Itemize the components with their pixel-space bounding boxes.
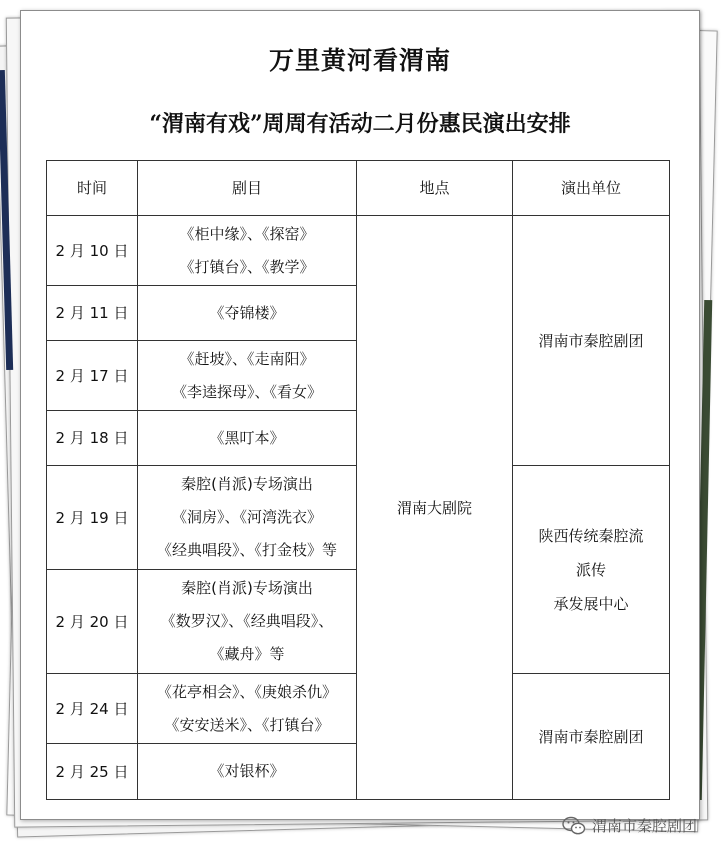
schedule-table [46,160,670,800]
program-cell [138,466,357,570]
performer-cell: 渭南市秦腔剧团 [513,674,670,800]
date-cell: 2 月 17 日 [47,341,138,411]
date-cell: 2 月 11 日 [47,286,138,341]
program-cell [138,570,357,674]
watermark-text: 渭南市秦腔剧团 [591,817,697,835]
program-line: 《柜中缘》、《探窑》 [179,224,315,243]
program-line: 《花亭相会》、《庚娘杀仇》 [156,682,337,701]
performer-cell: 渭南市秦腔剧团 [513,216,670,466]
table-header-row [47,161,670,216]
performer-line: 承发展中心 [553,594,629,613]
program-line: 《打镇台》、《教学》 [179,257,315,276]
program-cell [138,674,357,744]
program-cell [138,411,357,466]
table-row [47,216,670,286]
program-line: 《经典唱段》、《打金枝》等 [156,541,337,559]
program-cell [138,744,357,800]
program-line: 《安安送米》、《打镇台》 [164,715,330,734]
program-line: 《藏舟》等 [209,645,285,663]
page-subtitle: “渭南有戏”周周有活动二月份惠民演出安排 [149,111,571,137]
program-line: 秦腔(肖派)专场演出 [181,579,313,597]
date-cell: 2 月 24 日 [47,674,138,744]
wechat-icon [562,816,586,836]
header-program: 剧目 [138,161,357,216]
page-title: 万里黄河看渭南 [268,46,451,75]
header-venue: 地点 [357,161,513,216]
date-cell: 2 月 20 日 [47,570,138,674]
date-cell: 2 月 19 日 [47,466,138,570]
program-line: 秦腔(肖派)专场演出 [181,475,313,493]
program-line: 《对银杯》 [209,762,285,780]
program-line: 《赶坡》、《走南阳》 [179,349,315,368]
program-line: 《洞房》、《河湾洗衣》 [171,508,322,526]
performer-line: 陕西传统秦腔流 [538,526,644,545]
date-cell: 2 月 10 日 [47,216,138,286]
date-cell: 2 月 25 日 [47,744,138,800]
program-cell [138,286,357,341]
program-line: 《数罗汉》、《经典唱段》、 [160,612,334,630]
venue-cell: 渭南大剧院 [357,216,513,800]
watermark [562,815,697,836]
program-line: 《李逵探母》、《看女》 [171,382,322,401]
program-line: 《夺锦楼》 [209,303,285,322]
performer-line: 派传 [575,560,606,579]
program-cell [138,216,357,286]
program-line: 《黑叮本》 [209,428,285,447]
header-performer: 演出单位 [513,161,670,216]
document-page [20,10,700,820]
header-time: 时间 [47,161,138,216]
program-cell [138,341,357,411]
date-cell: 2 月 18 日 [47,411,138,466]
performer-cell [513,466,670,674]
